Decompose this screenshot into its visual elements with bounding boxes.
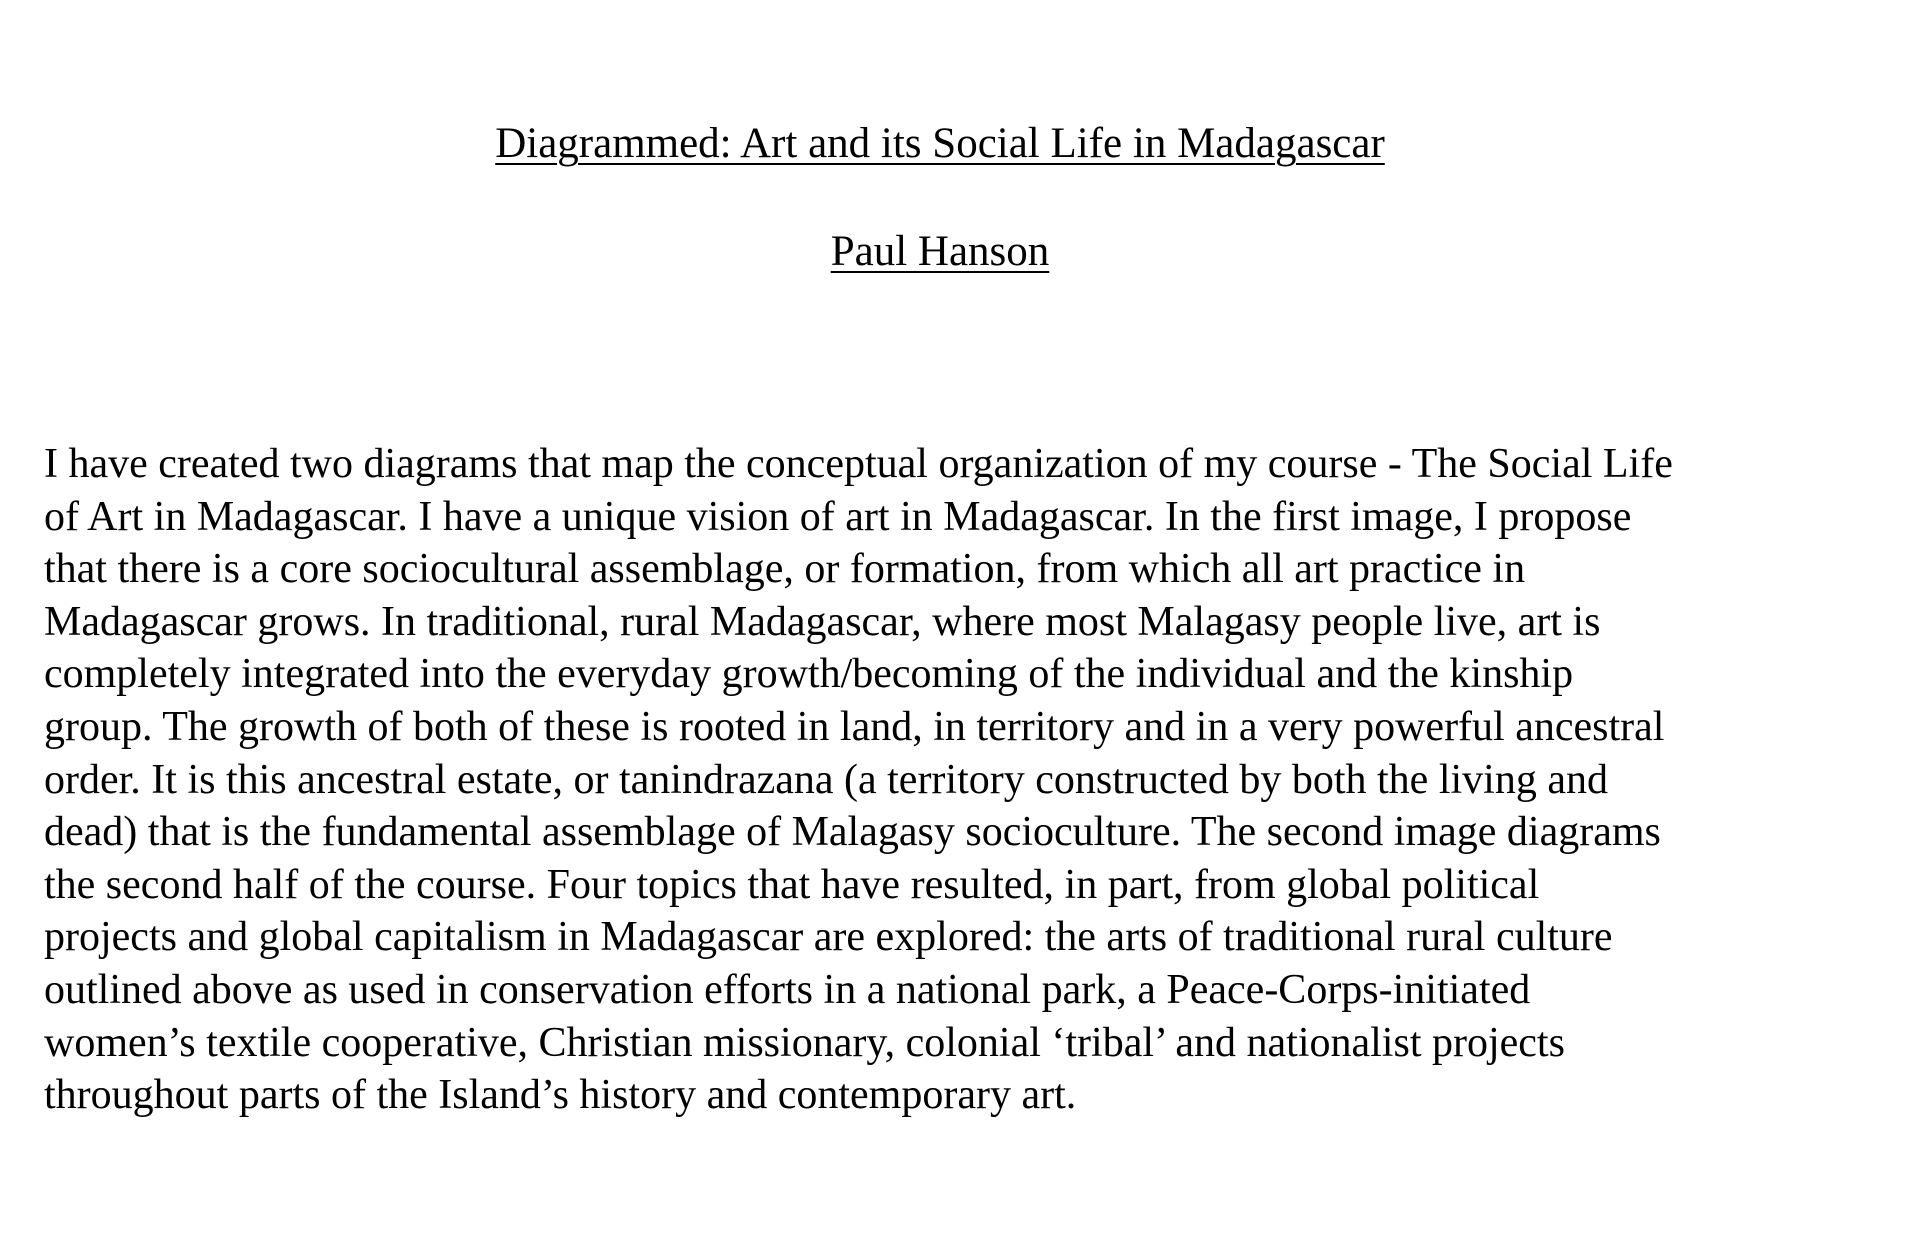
body-line: completely integrated into the everyday growth/becoming of the individual and the kinship xyxy=(44,651,1574,698)
body-line: projects and global capitalism in Madagascar are explored: the arts of traditional rural culture xyxy=(44,914,1613,961)
body-line: women’s textile cooperative, Christian missionary, colonial ‘tribal’ and nationalist projects xyxy=(44,1019,1565,1066)
body-line: I have created two diagrams that map the conceptual organization of my course - The Social Life xyxy=(44,441,1673,487)
body-line: Madagascar grows. In traditional, rural Madagascar, where most Malagasy people live, art is xyxy=(44,598,1601,645)
body-line: order. It is this ancestral estate, or tanindrazana (a territory constructed by both the living and xyxy=(44,756,1608,803)
document-author-text: Paul Hanson xyxy=(830,228,1050,275)
body-line: of Art in Madagascar. I have a unique vision of art in Madagascar. In the first image, I propose xyxy=(44,493,1632,540)
body-line: the second half of the course. Four topics that have resulted, in part, from global political xyxy=(44,861,1540,908)
body-line: group. The growth of both of these is rooted in land, in territory and in a very powerful ancestral xyxy=(44,703,1665,750)
body-line: dead) that is the fundamental assemblage of Malagasy socioculture. The second image diagrams xyxy=(44,809,1661,856)
document-author xyxy=(0,226,1880,278)
body-line: outlined above as used in conservation efforts in a national park, a Peace-Corps-initiated xyxy=(44,966,1531,1013)
document-title xyxy=(0,118,1880,170)
body-line: that there is a core sociocultural assemblage, or formation, from which all art practice in xyxy=(44,546,1526,593)
body-paragraph xyxy=(44,438,1880,1122)
document-title-text: Diagrammed: Art and its Social Life in Madagascar xyxy=(495,120,1385,167)
body-line: throughout parts of the Island’s history and contemporary art. xyxy=(44,1072,1077,1119)
